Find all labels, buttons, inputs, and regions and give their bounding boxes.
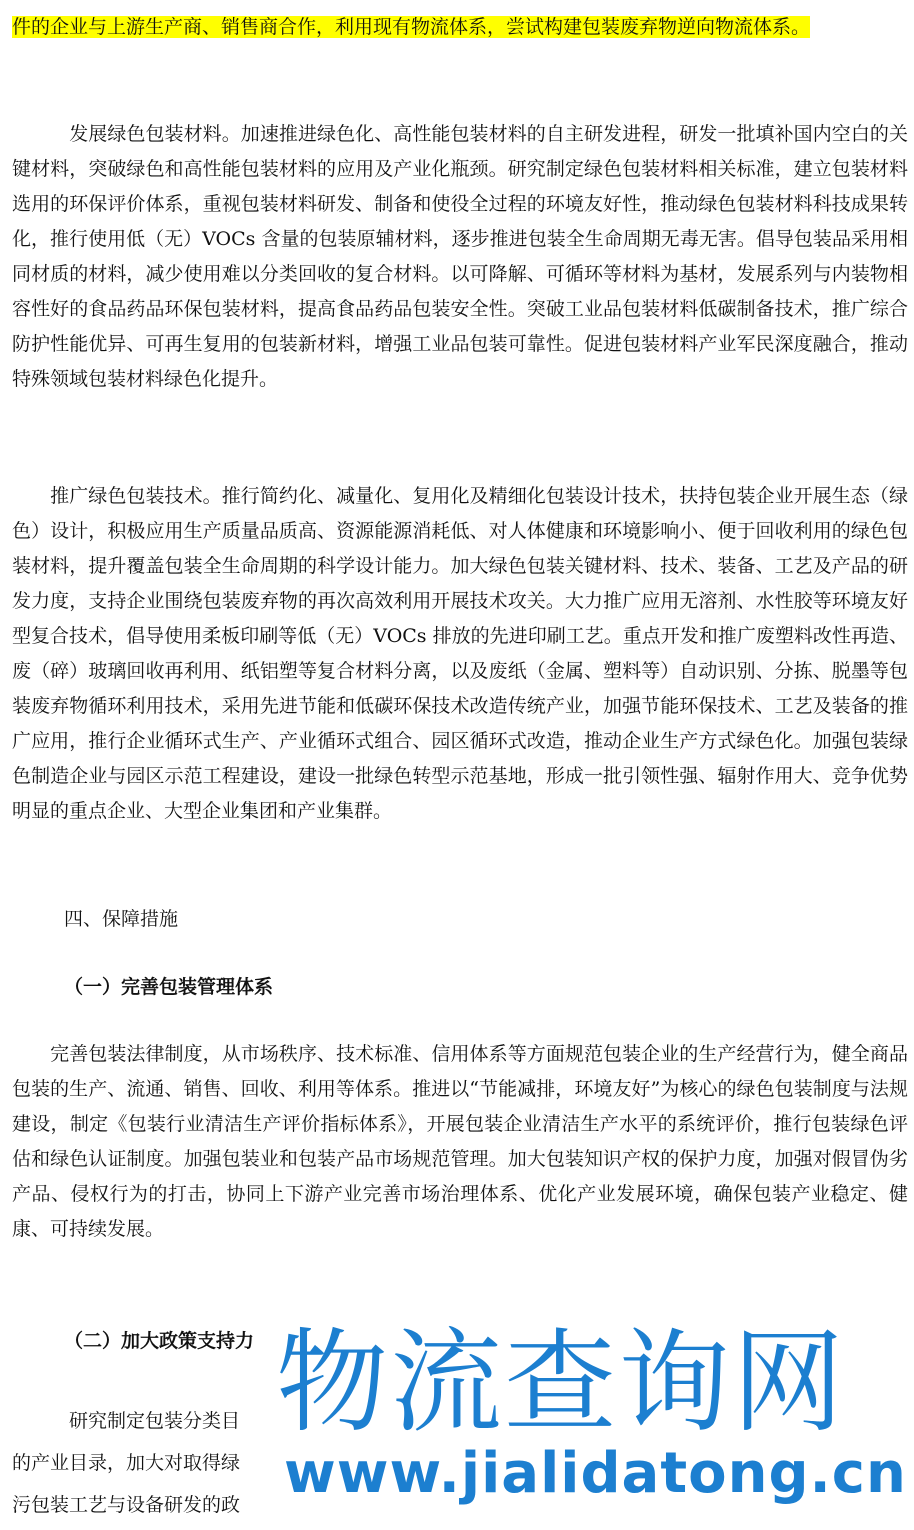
paragraph-policy-line-2: 的产业目录，加大对取得绿 — [12, 1452, 241, 1474]
watermark-url: www.jialidatong.cn — [284, 1441, 907, 1506]
paragraph-green-materials: 发展绿色包装材料。加速推进绿色化、高性能包装材料的自主研发进程，研发一批填补国内空白的关键材料，突破绿色和高性能包装材料的应用及产业化瓶颈。研究制定绿色包装材料相关标准，建立包装材料选用的环保评价体系，重视包装材料研发、制备和使役全过程的环境友好性，推动绿色包装材料科技成果转化，推行使用低（无）VOCs 含量的包装原辅材料，逐步推进包装全生命周期无毒无害。倡导包装品采用相同材质的材料，减少使用难以分类回收的复合材料。以可降解、可循环等材料为基材，发展系列与内装物相容性好的食品药品环保包装材料，提高食品药品包装安全性。突破工业品包装材料低碳制备技术，推广综合防护性能优异、可再生复用的包装新材料，增强工业品包装可靠性。促进包装材料产业军民深度融合，推动特殊领域包装材料绿色化提升。 — [12, 123, 908, 390]
paragraph-policy-line-1: 研究制定包装分类目 — [12, 1410, 241, 1432]
paragraph-policy-line-3: 污包装工艺与设备研发的政 — [12, 1494, 241, 1516]
paragraph-reverse-logistics — [12, 10, 908, 45]
paragraph-green-technology: 推广绿色包装技术。推行简约化、减量化、复用化及精细化包装设计技术，扶持包装企业开展生态（绿色）设计，积极应用生产质量品质高、资源能源消耗低、对人体健康和环境影响小、便于回收利用的绿色包装材料，提升覆盖包装全生命周期的科学设计能力。加大绿色包装关键材料、技术、装备、工艺及产品的研发力度，支持企业围绕包装废弃物的再次高效利用开展技术攻关。大力推广应用无溶剂、水性胶等环境友好型复合技术，倡导使用柔板印刷等低（无）VOCs 排放的先进印刷工艺。重点开发和推广废塑料改性再造、废（碎）玻璃回收再利用、纸铝塑等复合材料分离，以及废纸（金属、塑料等）自动识别、分拣、脱墨等包装废弃物循环利用技术，采用先进节能和低碳环保技术改造传统产业，加强节能环保技术、工艺及装备的推广应用，推行企业循环式生产、产业循环式组合、园区循环式改造，推动企业生产方式绿色化。加强包装绿色制造企业与园区示范工程建设，建设一批绿色转型示范基地，形成一批引领性强、辐射作用大、竞争优势明显的重点企业、大型企业集团和产业集群。 — [12, 485, 908, 822]
subsection-heading-management: （一）完善包装管理体系 — [64, 976, 274, 998]
site-watermark — [276, 1318, 914, 1530]
paragraph-management-system: 完善包装法律制度，从市场秩序、技术标准、信用体系等方面规范包装企业的生产经营行为，健全商品包装的生产、流通、销售、回收、利用等体系。推进以“节能减排，环境友好”为核心的绿色包装制度与法规建设，制定《包装行业清洁生产评价指标体系》，开展包装企业清洁生产水平的系统评价，推行包装绿色评估和绿色认证制度。加强包装业和包装产品市场规范管理。加大包装知识产权的保护力度，加强对假冒伪劣产品、侵权行为的打击，协同上下游产业完善市场治理体系、优化产业发展环境，确保包装产业稳定、健康、可持续发展。 — [12, 1043, 908, 1240]
subsection-heading-policy: （二）加大政策支持力 — [64, 1330, 255, 1352]
highlighted-text: 件的企业与上游生产商、销售商合作，利用现有物流体系，尝试构建包装废弃物逆向物流体系。 — [12, 16, 811, 38]
section-heading-safeguards: 四、保障措施 — [64, 908, 179, 930]
watermark-logo-text: 物流查询网 — [276, 1318, 846, 1448]
